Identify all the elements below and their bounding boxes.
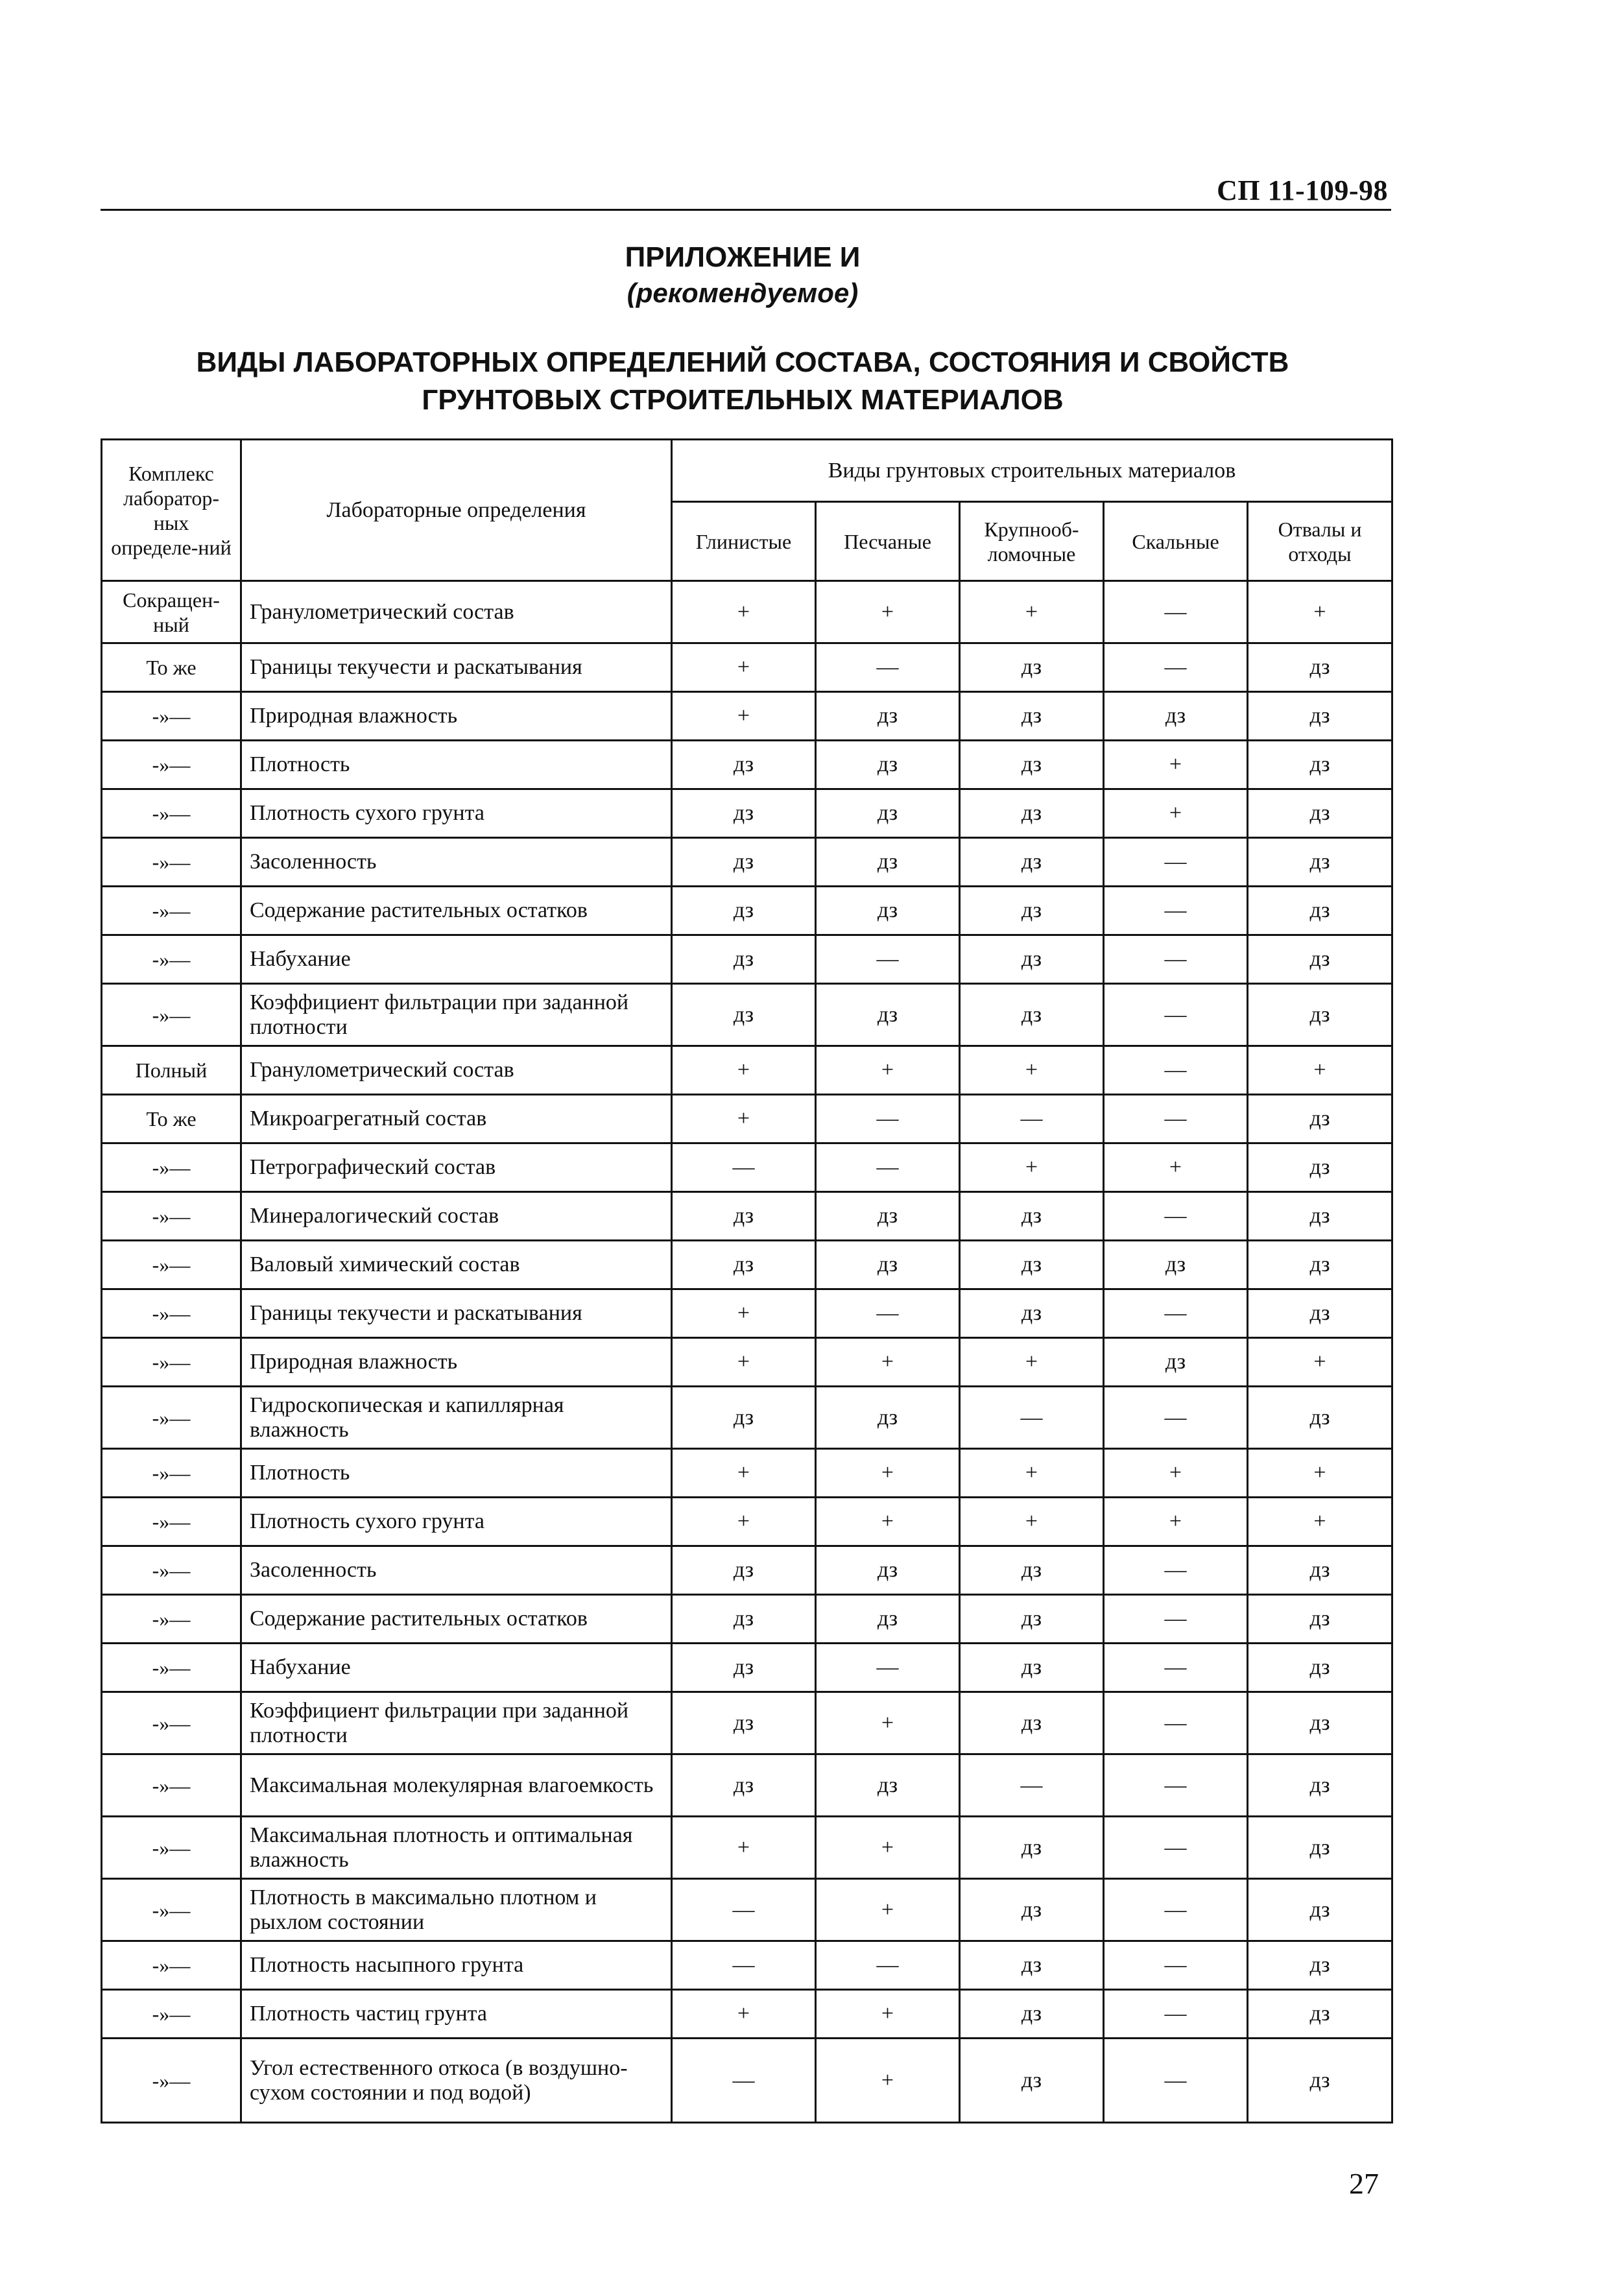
- cell-value: дз: [1248, 887, 1392, 935]
- cell-determination: Гидроскопическая и капиллярная влажность: [241, 1387, 672, 1449]
- cell-value: дз: [960, 935, 1104, 984]
- cell-value: дз: [960, 692, 1104, 741]
- cell-value: дз: [816, 789, 960, 838]
- cell-determination: Плотность: [241, 741, 672, 789]
- cell-value: дз: [816, 692, 960, 741]
- cell-value: дз: [816, 1754, 960, 1817]
- cell-determination: Плотность в максимально плотном и рыхлом состоянии: [241, 1879, 672, 1941]
- cell-value: дз: [960, 2039, 1104, 2123]
- table-row: [102, 1046, 1392, 1095]
- cell-determination: Содержание растительных остатков: [241, 1595, 672, 1644]
- header-material: Скальные: [1104, 502, 1248, 581]
- cell-value: дз: [1248, 643, 1392, 692]
- cell-value: —: [1104, 1692, 1248, 1754]
- header-material: Отвалы и отходы: [1248, 502, 1392, 581]
- cell-value: дз: [960, 789, 1104, 838]
- cell-value: дз: [672, 1595, 816, 1644]
- cell-complex: -»—: [102, 1289, 241, 1338]
- cell-value: —: [1104, 581, 1248, 643]
- cell-complex: -»—: [102, 1498, 241, 1546]
- table-row: [102, 1754, 1392, 1817]
- cell-complex: -»—: [102, 1595, 241, 1644]
- cell-value: дз: [1104, 1338, 1248, 1387]
- cell-value: —: [672, 1941, 816, 1990]
- cell-value: дз: [960, 1692, 1104, 1754]
- cell-complex: -»—: [102, 1754, 241, 1817]
- appendix-title: ПРИЛОЖЕНИЕ И: [625, 241, 861, 273]
- cell-value: +: [816, 581, 960, 643]
- cell-value: —: [816, 1941, 960, 1990]
- cell-value: дз: [960, 1595, 1104, 1644]
- cell-value: дз: [816, 838, 960, 887]
- cell-value: дз: [672, 887, 816, 935]
- cell-complex: -»—: [102, 935, 241, 984]
- cell-determination: Минералогический состав: [241, 1192, 672, 1241]
- cell-value: дз: [1248, 2039, 1392, 2123]
- cell-value: —: [672, 1143, 816, 1192]
- cell-value: дз: [960, 1241, 1104, 1289]
- cell-complex: -»—: [102, 838, 241, 887]
- table-row: [102, 1546, 1392, 1595]
- cell-value: —: [816, 1644, 960, 1692]
- table-row: [102, 838, 1392, 887]
- cell-value: —: [816, 1143, 960, 1192]
- table-row: [102, 741, 1392, 789]
- cell-value: дз: [816, 741, 960, 789]
- cell-value: дз: [1248, 1595, 1392, 1644]
- cell-value: —: [1104, 2039, 1248, 2123]
- page-number: 27: [1349, 2167, 1379, 2200]
- cell-complex: -»—: [102, 1941, 241, 1990]
- header-material: Песчаные: [816, 502, 960, 581]
- cell-value: +: [1248, 1449, 1392, 1498]
- cell-value: дз: [1248, 1644, 1392, 1692]
- cell-value: +: [672, 1338, 816, 1387]
- cell-value: +: [1104, 789, 1248, 838]
- cell-value: дз: [1248, 1692, 1392, 1754]
- cell-value: +: [960, 581, 1104, 643]
- cell-complex: -»—: [102, 1192, 241, 1241]
- cell-complex: -»—: [102, 1692, 241, 1754]
- cell-value: —: [1104, 1941, 1248, 1990]
- cell-value: дз: [1248, 935, 1392, 984]
- cell-determination: Плотность сухого грунта: [241, 789, 672, 838]
- cell-value: дз: [816, 1595, 960, 1644]
- table-row: [102, 1241, 1392, 1289]
- cell-value: —: [1104, 1192, 1248, 1241]
- document-code: СП 11-109-98: [1217, 174, 1388, 206]
- cell-value: дз: [816, 887, 960, 935]
- cell-value: —: [1104, 984, 1248, 1046]
- title-line-2: ГРУНТОВЫХ СТРОИТЕЛЬНЫХ МАТЕРИАЛОВ: [422, 384, 1064, 416]
- cell-complex: -»—: [102, 1817, 241, 1879]
- cell-determination: Засоленность: [241, 838, 672, 887]
- cell-complex: -»—: [102, 692, 241, 741]
- table-body: [102, 581, 1392, 2123]
- cell-determination: Природная влажность: [241, 1338, 672, 1387]
- cell-value: дз: [1248, 1095, 1392, 1143]
- cell-value: +: [816, 1692, 960, 1754]
- cell-value: дз: [672, 838, 816, 887]
- cell-value: дз: [960, 1192, 1104, 1241]
- table-row: [102, 1644, 1392, 1692]
- table-row: [102, 581, 1392, 643]
- cell-value: —: [1104, 1387, 1248, 1449]
- cell-value: дз: [1248, 741, 1392, 789]
- cell-value: —: [672, 2039, 816, 2123]
- cell-complex: -»—: [102, 1143, 241, 1192]
- cell-value: —: [1104, 1644, 1248, 1692]
- cell-value: +: [1248, 1046, 1392, 1095]
- cell-value: +: [1104, 1143, 1248, 1192]
- table-row: [102, 643, 1392, 692]
- cell-value: дз: [672, 1754, 816, 1817]
- cell-value: +: [672, 643, 816, 692]
- cell-determination: Содержание растительных остатков: [241, 887, 672, 935]
- cell-value: дз: [960, 1879, 1104, 1941]
- header-rule: [101, 209, 1391, 211]
- cell-complex: -»—: [102, 1449, 241, 1498]
- cell-value: +: [960, 1143, 1104, 1192]
- cell-value: дз: [672, 741, 816, 789]
- cell-value: дз: [960, 838, 1104, 887]
- cell-complex: -»—: [102, 984, 241, 1046]
- cell-complex: -»—: [102, 1338, 241, 1387]
- cell-value: —: [1104, 1990, 1248, 2039]
- cell-value: —: [1104, 887, 1248, 935]
- cell-determination: Засоленность: [241, 1546, 672, 1595]
- header-material: Крупнооб-ломочные: [960, 502, 1104, 581]
- header-complex: Комплекс лаборатор-ных определе-ний: [102, 440, 241, 581]
- cell-complex: То же: [102, 1095, 241, 1143]
- cell-value: дз: [816, 1546, 960, 1595]
- cell-value: дз: [672, 1546, 816, 1595]
- cell-value: —: [1104, 1595, 1248, 1644]
- cell-value: +: [672, 692, 816, 741]
- cell-value: дз: [1104, 692, 1248, 741]
- cell-value: дз: [1248, 1817, 1392, 1879]
- page-title: [0, 344, 1485, 419]
- cell-determination: Плотность насыпного грунта: [241, 1941, 672, 1990]
- cell-value: дз: [960, 1941, 1104, 1990]
- cell-complex: -»—: [102, 1546, 241, 1595]
- table-row: [102, 1990, 1392, 2039]
- cell-value: +: [816, 1449, 960, 1498]
- table-row: [102, 1879, 1392, 1941]
- cell-value: +: [672, 1990, 816, 2039]
- cell-value: дз: [1248, 1241, 1392, 1289]
- cell-value: +: [816, 1817, 960, 1879]
- cell-value: дз: [1248, 1546, 1392, 1595]
- cell-value: дз: [1248, 1387, 1392, 1449]
- cell-value: дз: [672, 1192, 816, 1241]
- cell-complex: Сокращен-ный: [102, 581, 241, 643]
- table-row: [102, 1449, 1392, 1498]
- table-row: [102, 1498, 1392, 1546]
- cell-value: —: [960, 1754, 1104, 1817]
- cell-value: дз: [1248, 1143, 1392, 1192]
- cell-value: +: [1104, 1449, 1248, 1498]
- cell-value: дз: [960, 1546, 1104, 1595]
- cell-value: дз: [672, 789, 816, 838]
- cell-value: дз: [960, 741, 1104, 789]
- cell-value: +: [816, 1046, 960, 1095]
- cell-determination: Плотность частиц грунта: [241, 1990, 672, 2039]
- table-row: [102, 1338, 1392, 1387]
- cell-value: —: [672, 1879, 816, 1941]
- header-material: Глинистые: [672, 502, 816, 581]
- table-row: [102, 1387, 1392, 1449]
- cell-value: дз: [672, 984, 816, 1046]
- cell-value: дз: [816, 1192, 960, 1241]
- table-row: [102, 1143, 1392, 1192]
- cell-value: дз: [1248, 1941, 1392, 1990]
- cell-determination: Плотность: [241, 1449, 672, 1498]
- header-determinations: Лабораторные определения: [241, 440, 672, 581]
- cell-value: +: [672, 1817, 816, 1879]
- cell-determination: Угол естественного откоса (в воздушно-сухом состоянии и под водой): [241, 2039, 672, 2123]
- cell-value: дз: [816, 1241, 960, 1289]
- cell-value: +: [1104, 1498, 1248, 1546]
- cell-value: +: [1104, 741, 1248, 789]
- cell-determination: Границы текучести и раскатывания: [241, 643, 672, 692]
- cell-determination: Максимальная плотность и оптимальная влажность: [241, 1817, 672, 1879]
- cell-determination: Гранулометрический состав: [241, 581, 672, 643]
- cell-value: —: [816, 1289, 960, 1338]
- cell-value: —: [1104, 935, 1248, 984]
- cell-value: +: [672, 1449, 816, 1498]
- cell-value: +: [1248, 1498, 1392, 1546]
- table-row: [102, 2039, 1392, 2123]
- cell-value: дз: [960, 984, 1104, 1046]
- cell-value: +: [960, 1498, 1104, 1546]
- cell-value: +: [960, 1338, 1104, 1387]
- cell-determination: Гранулометрический состав: [241, 1046, 672, 1095]
- table-row: [102, 935, 1392, 984]
- table-header-row: [102, 440, 1392, 502]
- cell-value: +: [672, 1046, 816, 1095]
- table-row: [102, 984, 1392, 1046]
- cell-value: —: [816, 935, 960, 984]
- cell-value: +: [672, 1498, 816, 1546]
- cell-value: +: [672, 1289, 816, 1338]
- cell-complex: -»—: [102, 789, 241, 838]
- cell-value: дз: [1248, 1879, 1392, 1941]
- cell-complex: -»—: [102, 1990, 241, 2039]
- cell-value: дз: [1248, 692, 1392, 741]
- cell-determination: Микроагрегатный состав: [241, 1095, 672, 1143]
- cell-value: +: [672, 581, 816, 643]
- cell-determination: Набухание: [241, 935, 672, 984]
- cell-determination: Плотность сухого грунта: [241, 1498, 672, 1546]
- cell-complex: То же: [102, 643, 241, 692]
- cell-value: —: [1104, 1754, 1248, 1817]
- header-materials-group: Виды грунтовых строительных материалов: [672, 440, 1392, 502]
- cell-value: +: [1248, 1338, 1392, 1387]
- table-row: [102, 1817, 1392, 1879]
- cell-value: +: [816, 1498, 960, 1546]
- cell-determination: Границы текучести и раскатывания: [241, 1289, 672, 1338]
- cell-value: дз: [960, 887, 1104, 935]
- cell-determination: Набухание: [241, 1644, 672, 1692]
- table-row: [102, 1192, 1392, 1241]
- cell-value: +: [960, 1449, 1104, 1498]
- cell-value: +: [816, 1990, 960, 2039]
- table-row: [102, 1692, 1392, 1754]
- cell-value: +: [672, 1095, 816, 1143]
- cell-value: дз: [816, 984, 960, 1046]
- cell-value: дз: [1248, 1192, 1392, 1241]
- cell-value: —: [1104, 1879, 1248, 1941]
- cell-value: дз: [1104, 1241, 1248, 1289]
- cell-value: —: [816, 1095, 960, 1143]
- cell-value: +: [816, 1879, 960, 1941]
- cell-complex: -»—: [102, 741, 241, 789]
- title-line-1: ВИДЫ ЛАБОРАТОРНЫХ ОПРЕДЕЛЕНИЙ СОСТАВА, СОСТОЯНИЯ И СВОЙСТВ: [196, 346, 1289, 378]
- cell-value: —: [1104, 643, 1248, 692]
- cell-complex: -»—: [102, 1644, 241, 1692]
- cell-value: дз: [816, 1387, 960, 1449]
- cell-value: —: [960, 1095, 1104, 1143]
- cell-determination: Коэффициент фильтрации при заданной плотности: [241, 984, 672, 1046]
- cell-value: дз: [1248, 789, 1392, 838]
- cell-complex: -»—: [102, 887, 241, 935]
- cell-value: +: [960, 1046, 1104, 1095]
- table-row: [102, 1941, 1392, 1990]
- cell-value: дз: [960, 1289, 1104, 1338]
- cell-value: дз: [672, 1241, 816, 1289]
- cell-value: +: [1248, 581, 1392, 643]
- cell-complex: -»—: [102, 2039, 241, 2123]
- cell-value: дз: [672, 1692, 816, 1754]
- cell-determination: Валовый химический состав: [241, 1241, 672, 1289]
- cell-value: —: [1104, 1046, 1248, 1095]
- cell-value: +: [816, 2039, 960, 2123]
- table-row: [102, 692, 1392, 741]
- cell-value: дз: [672, 1387, 816, 1449]
- cell-value: дз: [960, 1644, 1104, 1692]
- table-row: [102, 1595, 1392, 1644]
- cell-value: дз: [1248, 984, 1392, 1046]
- cell-value: +: [816, 1338, 960, 1387]
- cell-value: дз: [1248, 1754, 1392, 1817]
- cell-complex: Полный: [102, 1046, 241, 1095]
- cell-value: дз: [1248, 1289, 1392, 1338]
- cell-value: —: [1104, 838, 1248, 887]
- cell-determination: Петрографический состав: [241, 1143, 672, 1192]
- cell-determination: Природная влажность: [241, 692, 672, 741]
- cell-value: —: [1104, 1817, 1248, 1879]
- cell-value: дз: [960, 1990, 1104, 2039]
- appendix-subtitle: (рекомендуемое): [627, 278, 859, 308]
- cell-determination: Максимальная молекулярная влагоемкость: [241, 1754, 672, 1817]
- cell-value: дз: [672, 1644, 816, 1692]
- cell-value: —: [1104, 1546, 1248, 1595]
- table-row: [102, 887, 1392, 935]
- cell-complex: -»—: [102, 1241, 241, 1289]
- cell-value: —: [1104, 1289, 1248, 1338]
- cell-complex: -»—: [102, 1879, 241, 1941]
- cell-complex: -»—: [102, 1387, 241, 1449]
- cell-value: дз: [1248, 1990, 1392, 2039]
- cell-value: —: [960, 1387, 1104, 1449]
- cell-value: —: [816, 643, 960, 692]
- cell-value: дз: [672, 935, 816, 984]
- table-row: [102, 1289, 1392, 1338]
- cell-value: дз: [1248, 838, 1392, 887]
- determinations-table: [101, 438, 1393, 2123]
- cell-determination: Коэффициент фильтрации при заданной плотности: [241, 1692, 672, 1754]
- cell-value: дз: [960, 1817, 1104, 1879]
- cell-value: —: [1104, 1095, 1248, 1143]
- cell-value: дз: [960, 643, 1104, 692]
- table-row: [102, 789, 1392, 838]
- table-row: [102, 1095, 1392, 1143]
